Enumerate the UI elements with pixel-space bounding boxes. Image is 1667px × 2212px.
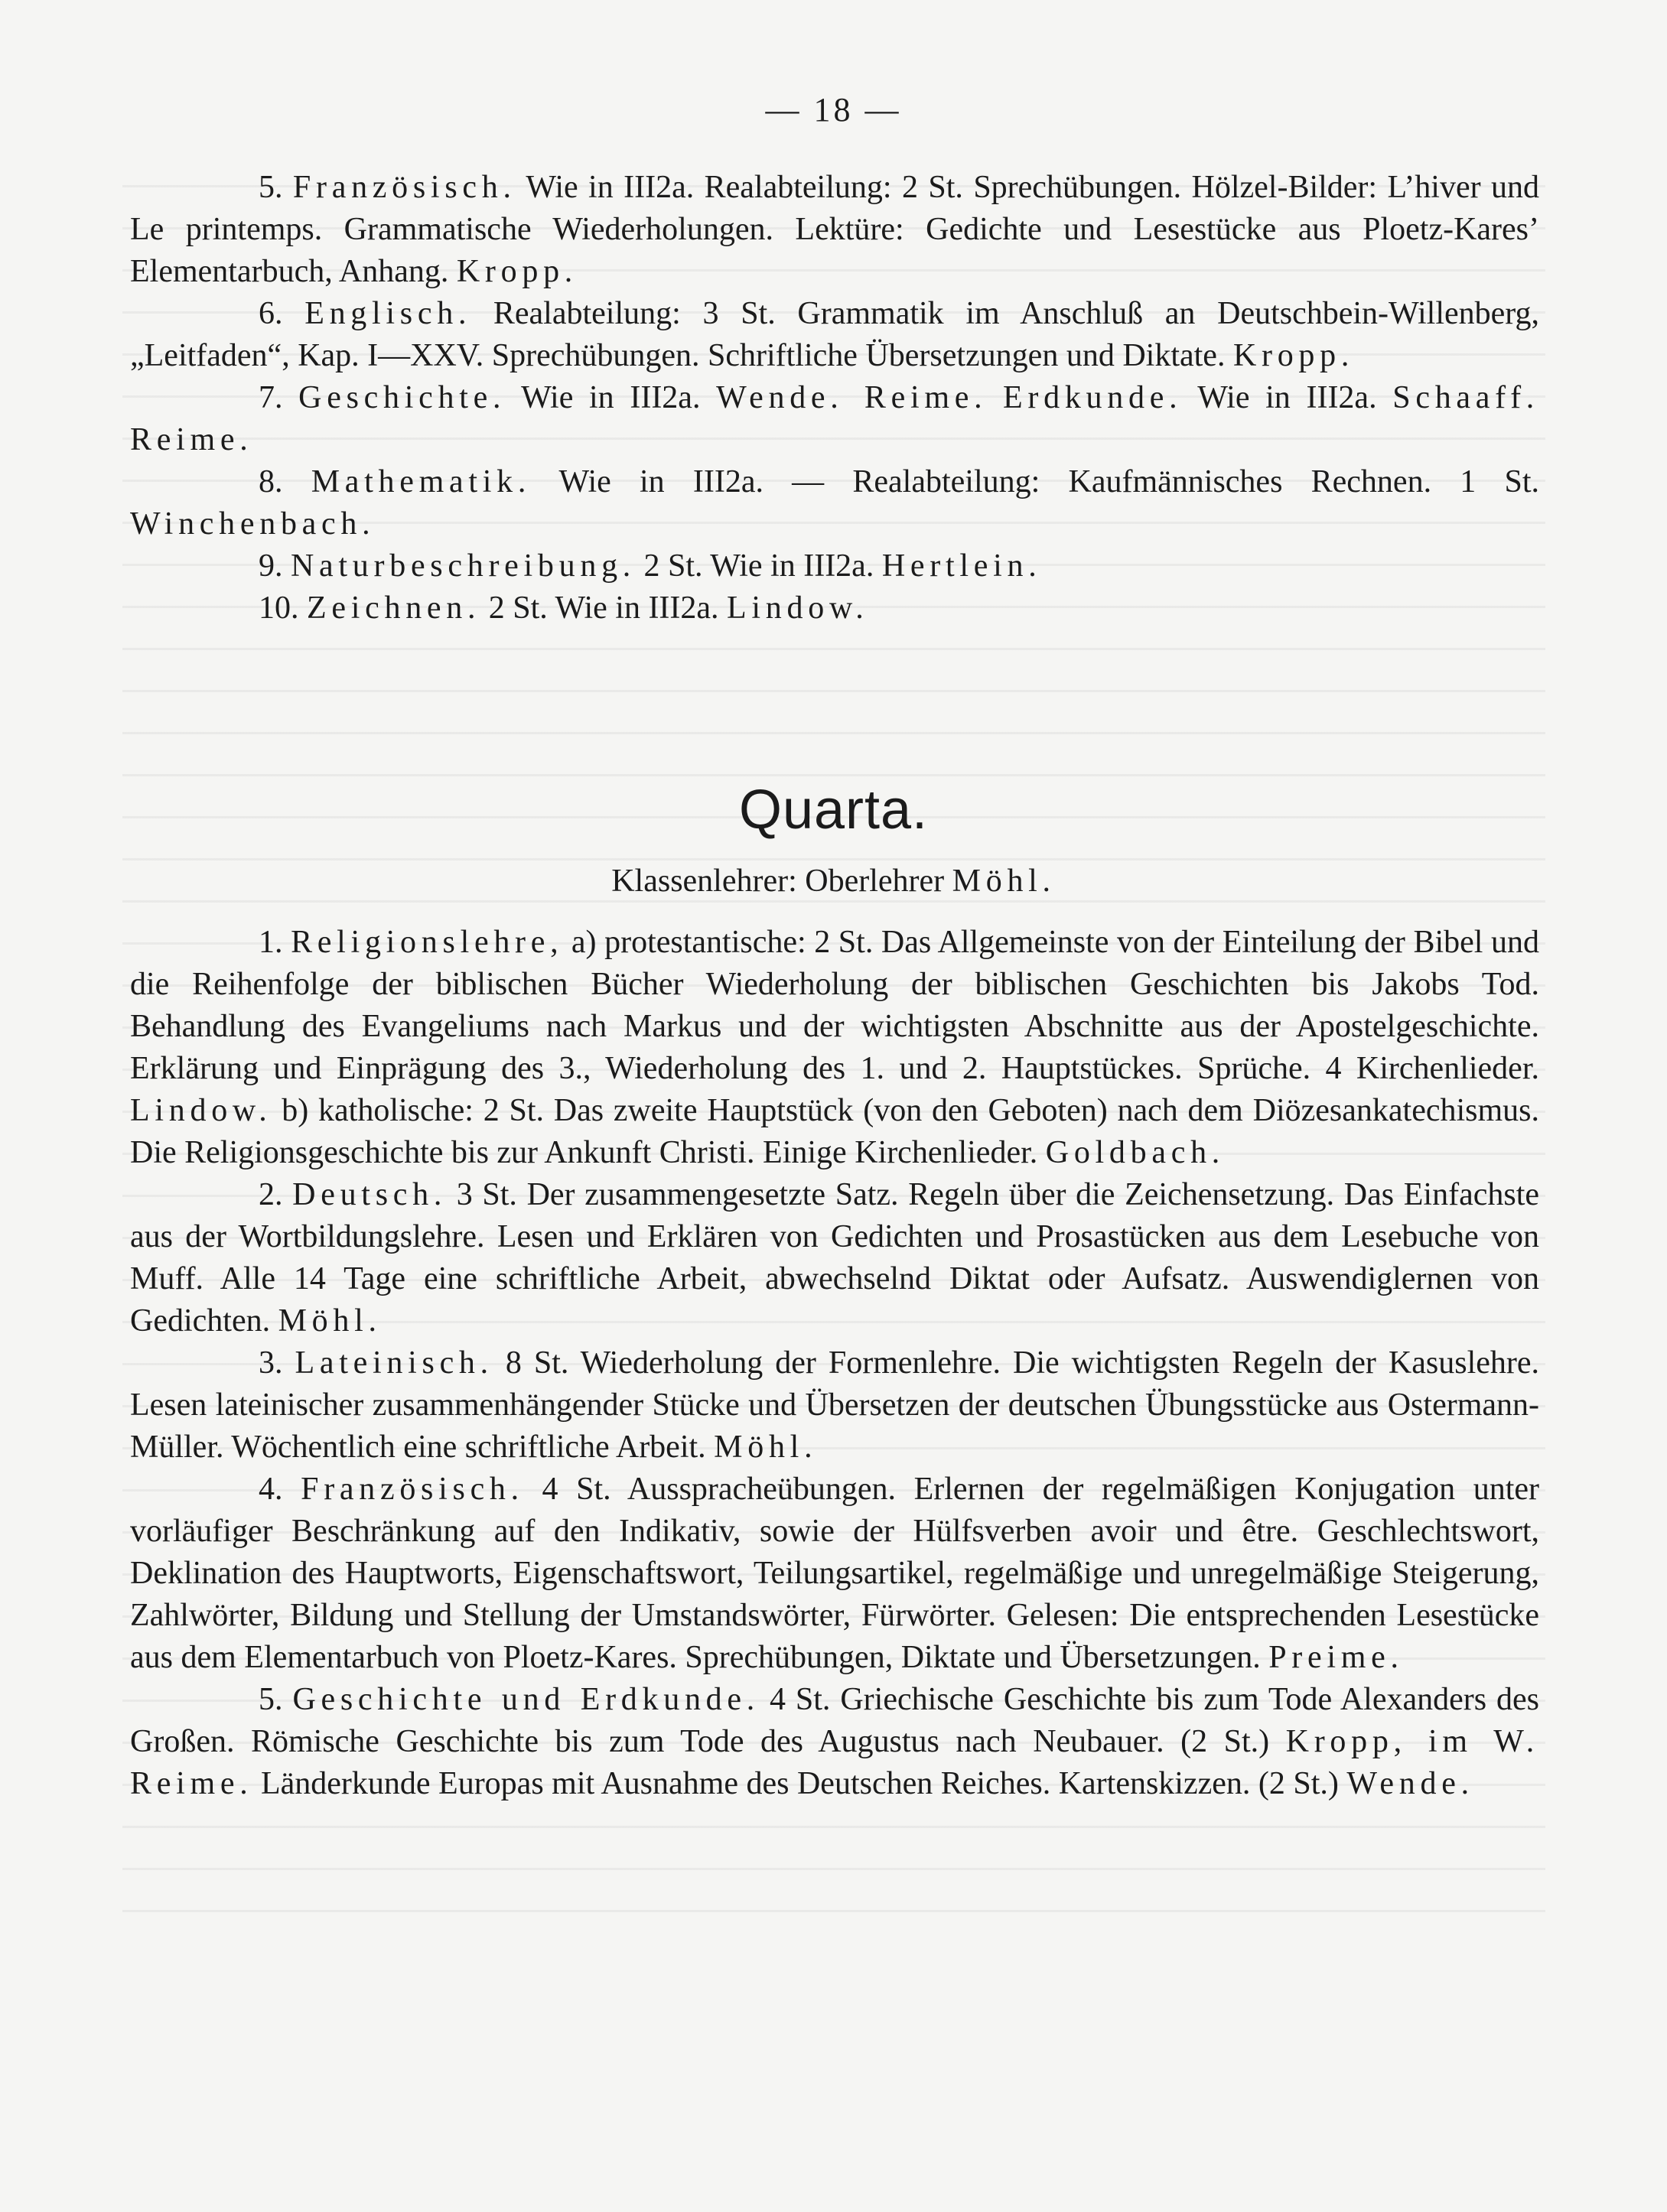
class-teacher-line: Klassenlehrer: Oberlehrer Möhl. bbox=[611, 864, 1056, 899]
paragraph-mathematik: 8. Mathematik. Wie in III2a. — Realabteilung: Kaufmännisches Rechnen. 1 St. Winchenbach. bbox=[130, 464, 1539, 542]
paragraph-englisch: 6. Englisch. Realabteilung: 3 St. Grammatik im Anschluß an Deutschbein-Willenberg, „Leitfaden“, Kap. I—XXV. Sprechübungen. Schriftliche Übersetzungen und Diktate. Kropp. bbox=[130, 296, 1540, 373]
paragraph-religionslehre: 1. Religionslehre, a) protestantische: 2 St. Das Allgemeinste von der Einteilung der Bibel und die Reihenfolge der biblischen Bücher Wiederholung der biblischen Geschichten bis Jakobs Tod. Behandlung des Evangeliums nach Markus und der wichtigsten Abschnitte aus der Apostelgeschichte. Erklärung und Einprägung des 3., Wiederholung des 1. und 2. Hauptstückes. Sprüche. 4 Kirchenlieder. Lindow. b) katholische: 2 St. Das zweite Hauptstück (von den Geboten) nach dem Diözesankatechismus. Die Religionsgeschichte bis zur Ankunft Christi. Einige Kirchenlieder. Goldbach. bbox=[130, 925, 1540, 1170]
paragraph-geschichte-erdkunde: 5. Geschichte und Erdkunde. 4 St. Griechische Geschichte bis zum Tode Alexanders des Großen. Römische Geschichte bis zum Tode des Augustus nach Neubauer. (2 St.) Kropp, im W. Reime. Länderkunde Europas mit Ausnahme des Deutschen Reiches. Kartenskizzen. (2 St.) Wende. bbox=[130, 1682, 1540, 1801]
paragraph-franzoesisch: 5. Französisch. Wie in III2a. Realabteilung: 2 St. Sprechübungen. Hölzel-Bilder: L’hiver und Le printemps. Grammatische Wiederholungen. Lektüre: Gedichte und Lesestücke aus Ploetz-Kares’ Elementarbuch, Anhang. Kropp. bbox=[130, 170, 1539, 289]
section-previous-class bbox=[130, 167, 1539, 629]
page-number: — 18 — bbox=[765, 91, 902, 128]
section-heading: Quarta. bbox=[738, 779, 929, 841]
paragraph-franzoesisch-quarta: 4. Französisch. 4 St. Ausspracheübungen. Erlernen der regelmäßigen Konjugation unter vorläufiger Beschränkung auf den Indikativ, sowie der Hülfsverben avoir und être. Geschlechtswort, Deklination des Hauptworts, Eigenschaftswort, Teilungsartikel, regelmäßige und unregelmäßige Steigerung, Zahlwörter, Bildung und Stellung der Umstandswörter, Fürwörter. Gelesen: Die entsprechenden Lesestücke aus dem Elementarbuch von Ploetz-Kares. Sprechübungen, Diktate und Übersetzungen. Preime. bbox=[130, 1472, 1540, 1675]
class-teacher-name: Möhl. bbox=[952, 864, 1056, 899]
section-quarta bbox=[130, 922, 1539, 1805]
paragraph-deutsch: 2. Deutsch. 3 St. Der zusammengesetzte Satz. Regeln über die Zeichensetzung. Das Einfachste aus der Wortbildungslehre. Lesen und Erklären von Gedichten und Prosastücken aus dem Lesebuche von Muff. Alle 14 Tage eine schriftliche Arbeit, abwechselnd Diktat oder Aufsatz. Auswendiglernen von Gedichten. Möhl. bbox=[130, 1177, 1540, 1339]
paragraph-zeichnen: 10. Zeichnen. 2 St. Wie in III2a. Lindow. bbox=[259, 590, 869, 626]
paragraph-lateinisch: 3. Lateinisch. 8 St. Wiederholung der Formenlehre. Die wichtigsten Regeln der Kasuslehre. Lesen lateinischer zusammenhängender Stücke und Übersetzen der deutschen Übungsstücke aus Ostermann-Müller. Wöchentlich eine schriftliche Arbeit. Möhl. bbox=[130, 1345, 1540, 1465]
paragraph-geschichte: 7. Geschichte. Wie in III2a. Wende. Reime. Erdkunde. Wie in III2a. Schaaff. Reime. bbox=[130, 380, 1540, 457]
paragraph-naturbeschreibung: 9. Naturbeschreibung. 2 St. Wie in III2a. Hertlein. bbox=[259, 548, 1042, 584]
